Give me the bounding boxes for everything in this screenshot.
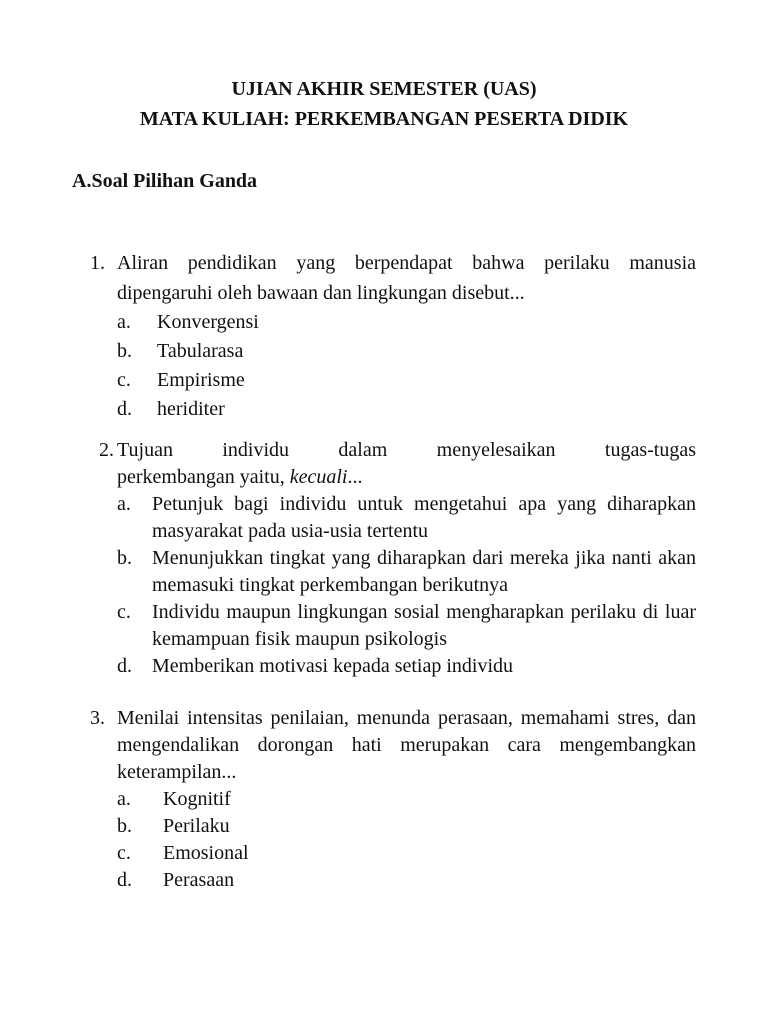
- option-letter: a.: [117, 788, 131, 810]
- question-3: [90, 705, 696, 894]
- option-letter: c.: [117, 601, 131, 623]
- question-1: [90, 248, 696, 424]
- option-b: [117, 337, 696, 366]
- option-b: [117, 813, 696, 840]
- option-letter: c.: [117, 842, 131, 864]
- question-text: Menilai intensitas penilaian, menunda perasaan, memahami stres, dan mengendalikan dorongan hati merupakan cara mengembangkan keterampilan...: [117, 707, 696, 783]
- option-text: Tabularasa: [157, 340, 244, 362]
- option-text: Petunjuk bagi individu untuk mengetahui apa yang diharapkan masyarakat pada usia-usia tertentu: [152, 493, 696, 542]
- option-letter: d.: [117, 869, 132, 891]
- option-text: Empirisme: [157, 369, 245, 391]
- option-letter: c.: [117, 369, 131, 391]
- option-text: Individu maupun lingkungan sosial mengharapkan perilaku di luar kemampuan fisik maupun psikologis: [152, 601, 696, 650]
- option-d: [117, 867, 696, 894]
- question-2: [90, 437, 696, 680]
- question-stem: [90, 705, 696, 786]
- option-a: [117, 308, 696, 337]
- question-number: 1.: [90, 252, 105, 274]
- option-text: Perasaan: [163, 869, 235, 891]
- question-number: 3.: [90, 707, 105, 729]
- question-text: [117, 437, 696, 491]
- option-c: [117, 366, 696, 395]
- question-number: 2.: [99, 439, 114, 461]
- option-text: Menunjukkan tingkat yang diharapkan dari mereka jika nanti akan memasuki tingkat perkembangan berikutnya: [152, 547, 696, 596]
- question-text-line-2: perkembangan yaitu,: [117, 466, 290, 488]
- option-letter: b.: [117, 815, 132, 837]
- option-letter: d.: [117, 655, 132, 677]
- option-text: Emosional: [163, 842, 249, 864]
- option-letter: b.: [117, 340, 132, 362]
- section-heading: A.Soal Pilihan Ganda: [72, 170, 258, 192]
- option-b: [117, 545, 696, 599]
- question-stem: [90, 437, 696, 491]
- option-letter: a.: [117, 311, 131, 333]
- exam-title: UJIAN AKHIR SEMESTER (UAS): [231, 78, 537, 100]
- course-title: MATA KULIAH: PERKEMBANGAN PESERTA DIDIK: [139, 108, 629, 130]
- option-c: [117, 599, 696, 653]
- question-text: Aliran pendidikan yang berpendapat bahwa perilaku manusia dipengaruhi oleh bawaan dan lingkungan disebut...: [117, 252, 696, 304]
- option-list: [90, 786, 696, 894]
- option-letter: a.: [117, 493, 131, 515]
- option-list: [90, 491, 696, 680]
- option-list: [90, 308, 696, 424]
- option-letter: d.: [117, 398, 132, 420]
- option-a: [117, 491, 696, 545]
- option-d: [117, 395, 696, 424]
- option-d: [117, 653, 696, 680]
- question-stem: [90, 248, 696, 308]
- option-text: Memberikan motivasi kepada setiap individu: [152, 655, 514, 677]
- option-text: Perilaku: [163, 815, 230, 837]
- option-text: Kognitif: [163, 788, 231, 810]
- option-text: Konvergensi: [157, 311, 259, 333]
- question-text-ellipsis: ...: [347, 466, 363, 488]
- option-letter: b.: [117, 547, 132, 569]
- option-a: [117, 786, 696, 813]
- option-c: [117, 840, 696, 867]
- question-text-emphasis: kecuali: [289, 466, 348, 488]
- option-text: heriditer: [157, 398, 225, 420]
- question-text-line-1: Tujuan individu dalam menyelesaikan tugas-tugas: [117, 439, 696, 461]
